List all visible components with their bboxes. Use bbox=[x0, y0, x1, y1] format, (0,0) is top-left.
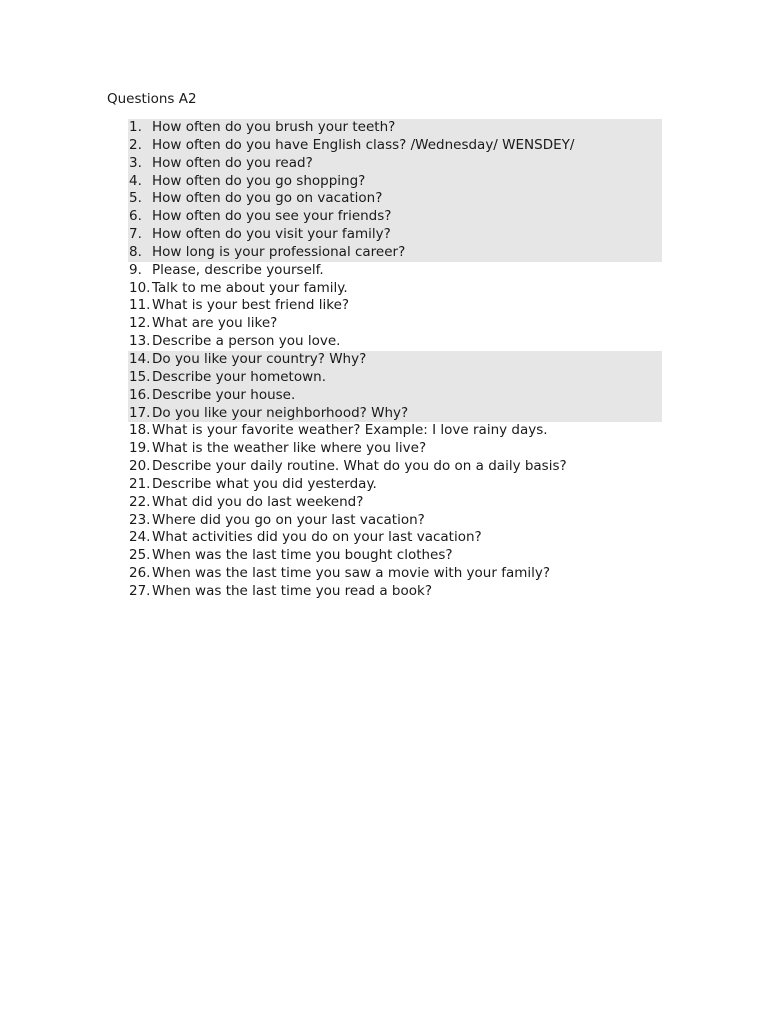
question-number: 7. bbox=[129, 226, 142, 243]
question-item bbox=[0, 351, 768, 369]
question-item bbox=[0, 565, 768, 583]
question-text: How often do you see your friends? bbox=[152, 208, 392, 225]
question-number: 20. bbox=[129, 458, 151, 475]
question-number: 23. bbox=[129, 511, 151, 528]
question-number: 18. bbox=[129, 422, 151, 439]
question-number: 10. bbox=[129, 279, 151, 296]
question-text: Describe your house. bbox=[152, 386, 296, 403]
question-text: What are you like? bbox=[152, 315, 278, 332]
question-text: Please, describe yourself. bbox=[152, 261, 324, 278]
question-item bbox=[0, 512, 768, 530]
question-text: How often do you go shopping? bbox=[152, 172, 366, 189]
question-number: 4. bbox=[129, 172, 142, 189]
question-number: 21. bbox=[129, 475, 151, 492]
question-number: 6. bbox=[129, 208, 142, 225]
question-number: 1. bbox=[129, 119, 142, 135]
question-text: How often do you go on vacation? bbox=[152, 190, 383, 207]
question-text: What activities did you do on your last vacation? bbox=[152, 529, 482, 546]
question-item bbox=[0, 119, 768, 137]
question-item bbox=[0, 529, 768, 547]
question-item bbox=[0, 208, 768, 226]
question-text: What is your favorite weather? Example: I love rainy days. bbox=[152, 422, 548, 439]
question-item bbox=[0, 173, 768, 191]
question-item bbox=[0, 155, 768, 173]
question-text: Where did you go on your last vacation? bbox=[152, 511, 425, 528]
question-number: 14. bbox=[129, 350, 151, 367]
question-number: 19. bbox=[129, 440, 151, 457]
question-list bbox=[0, 119, 768, 601]
page-title: Questions A2 bbox=[107, 91, 197, 107]
question-number: 3. bbox=[129, 154, 142, 171]
question-text: How often do you read? bbox=[152, 154, 313, 171]
question-item bbox=[0, 440, 768, 458]
question-text: How often do you have English class? /Wednesday/ WENSDEY/ bbox=[152, 136, 575, 153]
question-number: 26. bbox=[129, 565, 151, 582]
question-item bbox=[0, 458, 768, 476]
question-number: 11. bbox=[129, 297, 151, 314]
question-item bbox=[0, 190, 768, 208]
question-text: What is the weather like where you live? bbox=[152, 440, 427, 457]
question-number: 22. bbox=[129, 493, 151, 510]
question-item bbox=[0, 244, 768, 262]
question-item bbox=[0, 583, 768, 601]
question-item bbox=[0, 262, 768, 280]
question-text: What is your best friend like? bbox=[152, 297, 350, 314]
question-item bbox=[0, 333, 768, 351]
question-text: When was the last time you saw a movie with your family? bbox=[152, 565, 551, 582]
question-item bbox=[0, 297, 768, 315]
question-number: 15. bbox=[129, 368, 151, 385]
question-text: How often do you brush your teeth? bbox=[152, 119, 396, 135]
question-item bbox=[0, 315, 768, 333]
question-text: Describe what you did yesterday. bbox=[152, 475, 377, 492]
question-number: 12. bbox=[129, 315, 151, 332]
question-text: Talk to me about your family. bbox=[152, 279, 348, 296]
question-text: Describe your hometown. bbox=[152, 368, 326, 385]
question-text: What did you do last weekend? bbox=[152, 493, 364, 510]
question-text: Describe your daily routine. What do you do on a daily basis? bbox=[152, 458, 567, 475]
question-number: 5. bbox=[129, 190, 142, 207]
question-text: When was the last time you read a book? bbox=[152, 582, 432, 599]
question-number: 13. bbox=[129, 333, 151, 350]
question-number: 2. bbox=[129, 136, 142, 153]
question-number: 24. bbox=[129, 529, 151, 546]
question-item bbox=[0, 387, 768, 405]
question-number: 16. bbox=[129, 386, 151, 403]
question-item bbox=[0, 226, 768, 244]
question-number: 9. bbox=[129, 261, 142, 278]
question-item bbox=[0, 422, 768, 440]
question-item bbox=[0, 369, 768, 387]
question-text: Describe a person you love. bbox=[152, 333, 341, 350]
question-number: 8. bbox=[129, 243, 142, 260]
question-item bbox=[0, 280, 768, 298]
question-item bbox=[0, 547, 768, 565]
question-number: 25. bbox=[129, 547, 151, 564]
question-text: Do you like your country? Why? bbox=[152, 350, 367, 367]
question-text: Do you like your neighborhood? Why? bbox=[152, 404, 409, 421]
question-number: 27. bbox=[129, 582, 151, 599]
question-text: When was the last time you bought clothes? bbox=[152, 547, 453, 564]
question-text: How often do you visit your family? bbox=[152, 226, 391, 243]
question-item bbox=[0, 405, 768, 423]
question-item bbox=[0, 476, 768, 494]
question-item bbox=[0, 494, 768, 512]
question-item bbox=[0, 137, 768, 155]
question-text: How long is your professional career? bbox=[152, 243, 406, 260]
question-number: 17. bbox=[129, 404, 151, 421]
